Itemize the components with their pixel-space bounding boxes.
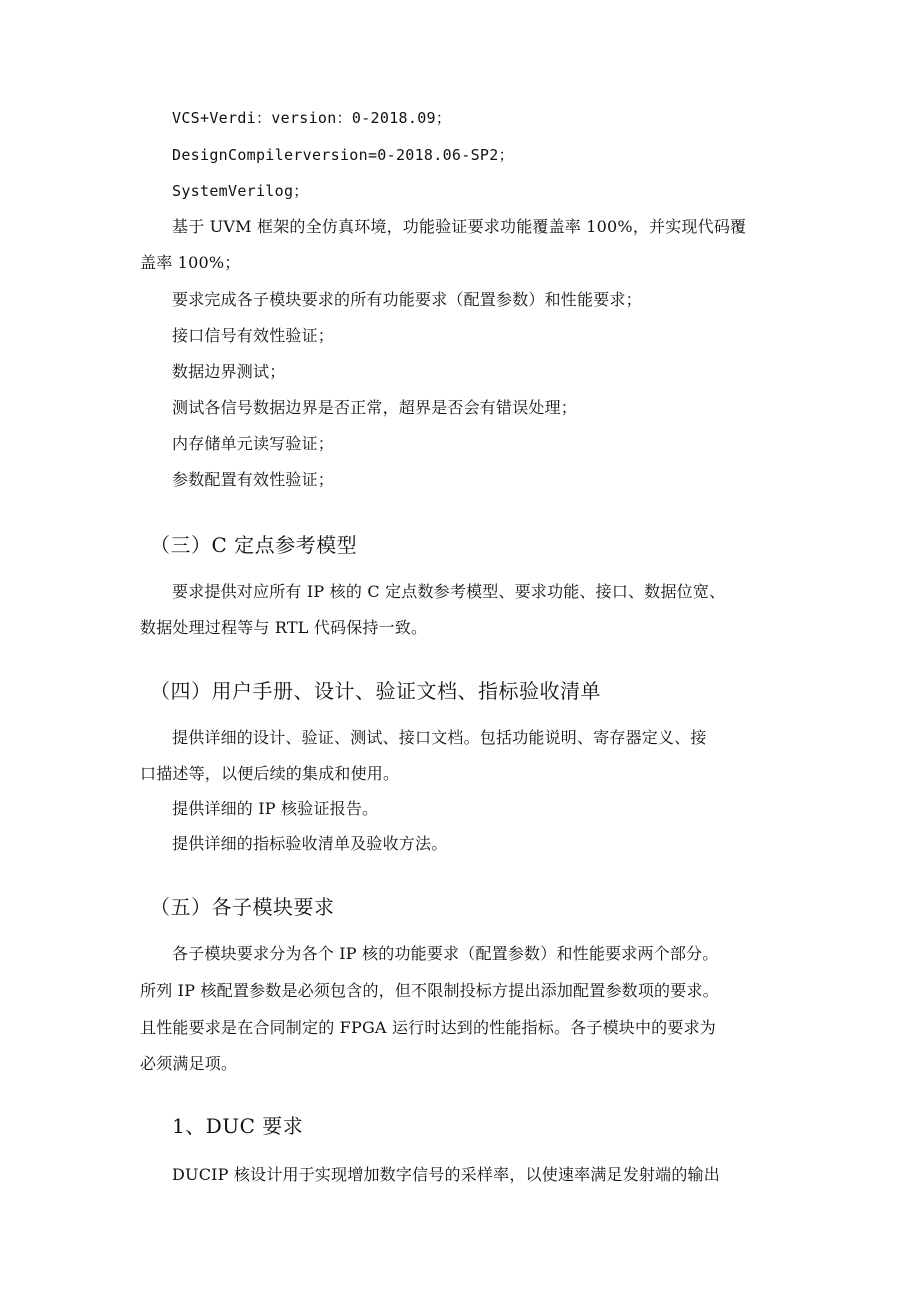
env-sv-line: SystemVerilog； xyxy=(172,182,309,200)
section4-para-2: 提供详细的 IP 核验证报告。 xyxy=(172,799,379,818)
boundary-line: 数据边界测试； xyxy=(172,362,286,381)
section5-para-line-4: 必须满足项。 xyxy=(140,1054,238,1073)
req-modules-line: 要求完成各子模块要求的所有功能要求（配置参数）和性能要求； xyxy=(172,290,642,309)
section5-para-line-1: 各子模块要求分为各个 IP 核的功能要求（配置参数）和性能要求两个部分。 xyxy=(172,944,719,963)
section5-heading: （五）各子模块要求 xyxy=(150,895,335,919)
param-line: 参数配置有效性验证； xyxy=(172,470,335,489)
section4-heading: （四）用户手册、设计、验证文档、指标验收清单 xyxy=(150,679,601,703)
interface-line: 接口信号有效性验证； xyxy=(172,326,335,345)
section3-para-line-1: 要求提供对应所有 IP 核的 C 定点数参考模型、要求功能、接口、数据位宽、 xyxy=(172,582,726,601)
section5-para-line-3: 且性能要求是在合同制定的 FPGA 运行时达到的性能指标。各子模块中的要求为 xyxy=(140,1018,716,1037)
env-vcs-line: VCS+Verdi：version：0-2018.09； xyxy=(172,109,452,127)
subsection1-para-line-1: DUCIP 核设计用于实现增加数字信号的采样率，以使速率满足发射端的输出 xyxy=(172,1165,720,1184)
env-dc-line: DesignCompilerversion=0-2018.06-SP2； xyxy=(172,146,514,164)
uvm-line-1: 基于 UVM 框架的全仿真环境，功能验证要求功能覆盖率 100%，并实现代码覆 xyxy=(172,217,747,236)
section5-para-line-2: 所列 IP 核配置参数是必须包含的，但不限制投标方提出添加配置参数项的要求。 xyxy=(140,981,719,1000)
section3-heading: （三）C 定点参考模型 xyxy=(150,533,358,557)
section3-para-line-2: 数据处理过程等与 RTL 代码保持一致。 xyxy=(140,618,428,637)
memory-line: 内存储单元读写验证； xyxy=(172,434,335,453)
subsection1-heading: 1、DUC 要求 xyxy=(172,1114,304,1138)
section4-para-line-1: 提供详细的设计、验证、测试、接口文档。包括功能说明、寄存器定义、接 xyxy=(172,728,707,747)
section4-para-line-2: 口描述等，以便后续的集成和使用。 xyxy=(140,764,400,783)
uvm-line-2: 盖率 100%； xyxy=(140,253,241,272)
boundary-detail-line: 测试各信号数据边界是否正常，超界是否会有错误处理； xyxy=(172,398,578,417)
section4-para-3: 提供详细的指标验收清单及验收方法。 xyxy=(172,834,448,853)
